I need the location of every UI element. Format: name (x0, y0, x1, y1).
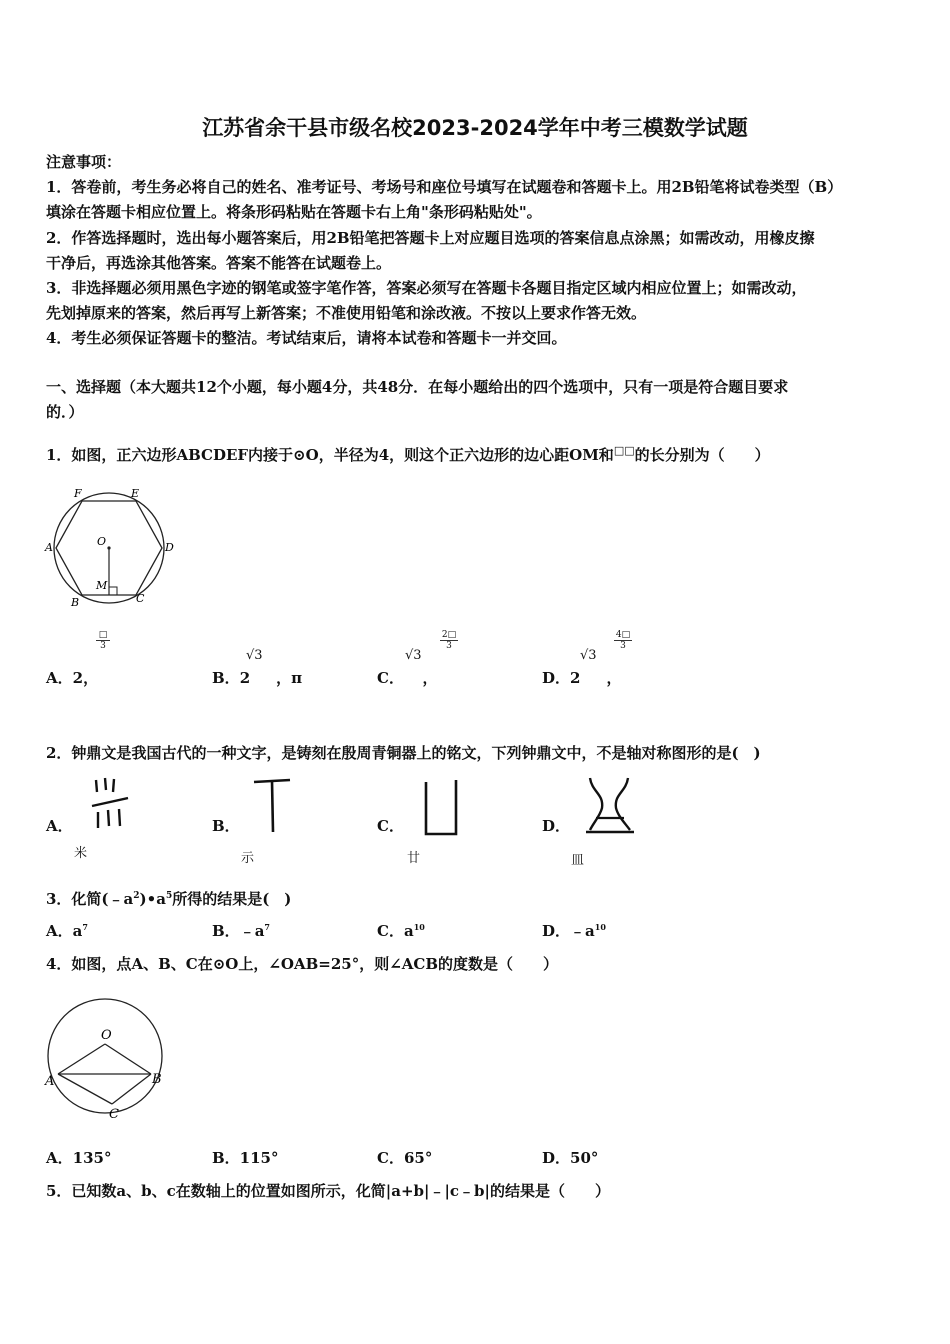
q3-stem-part: )•a (139, 890, 166, 908)
notice-line: 4．考生必须保证答题卡的整洁。考试结束后，请将本试卷和答题卡一并交回。 (46, 329, 567, 347)
notice-line: 1．答卷前，考生务必将自己的姓名、准考证号、考场号和座位号填写在试题卷和答题卡上。用2B铅笔将试卷类型（B） (46, 178, 843, 196)
q3-stem-part: 所得的结果是( ) (172, 890, 292, 908)
frac-bottom: 3 (100, 641, 106, 651)
q3-option-c[interactable] (377, 920, 425, 941)
segment-ac (58, 1074, 112, 1104)
q3-stem (46, 886, 291, 909)
frac-top: 4□ (615, 630, 631, 640)
q2-option-b[interactable]: B． (212, 817, 240, 835)
option-letter: C． (377, 922, 404, 940)
option-letter: D． (542, 922, 571, 940)
option-base: a (403, 922, 414, 940)
option-exponent: 10 (413, 922, 425, 932)
glyph-d-image (582, 774, 638, 836)
segment-oa (58, 1044, 105, 1074)
page-title: 江苏省余干县市级名校2023-2024学年中考三模数学试题 (202, 116, 748, 140)
notice-heading: 注意事项： (46, 153, 122, 171)
label-f: F (74, 487, 82, 500)
frac-top: 2□ (441, 630, 457, 640)
q4-option-c[interactable]: C．65° (377, 1149, 433, 1167)
q3-stem-part: 3．化简(﹣a (46, 890, 134, 908)
q1-b-sqrt: √3 (246, 648, 263, 663)
notice-line: 3．非选择题必须用黑色字迹的钢笔或签字笔作答，答案必须写在答题卡各题目指定区域内相应位置上；如需改动， (46, 279, 807, 297)
frac-bottom: 3 (620, 641, 626, 651)
option-exponent: 10 (594, 922, 606, 932)
option-tail: ，π (276, 669, 303, 687)
notice-line: 2．作答选择题时，选出每小题答案后，用2B铅笔把答题卡上对应题目选项的答案信息点涂黑；如需改动，用橡皮擦 (46, 229, 815, 247)
q1-stem-end: 的长分别为（ ） (634, 446, 770, 464)
label-b: B (152, 1072, 162, 1087)
option-exponent: 7 (82, 922, 88, 932)
option-text: 2 (239, 669, 251, 687)
q1-option-b[interactable] (212, 667, 302, 688)
q2-option-c[interactable]: C． (377, 817, 404, 835)
q1-option-d[interactable] (542, 667, 621, 688)
label-c: C (109, 1107, 119, 1122)
right-angle-mark (109, 587, 117, 595)
q1-option-a[interactable] (46, 667, 98, 688)
q1-stem-text: 1．如图，正六边形ABCDEF内接于⊙O，半径为4，则这个正六边形的边心距OM和 (46, 446, 614, 464)
option-base: ﹣a (570, 922, 595, 940)
q3-option-b[interactable] (212, 920, 270, 941)
glyph-b-caption: 示 (241, 851, 255, 866)
q3-option-a[interactable] (46, 920, 88, 941)
label-o: O (97, 535, 107, 548)
glyph-c-caption: 廿 (407, 851, 421, 866)
q4-option-a[interactable]: A．135° (46, 1149, 112, 1167)
option-letter: D． (542, 669, 571, 687)
glyph-a-image (88, 776, 132, 834)
option-text: 2， (72, 669, 99, 687)
q3-exponent: 2 (133, 891, 140, 901)
option-base: a (72, 922, 83, 940)
q2-option-a[interactable]: A． (46, 817, 73, 835)
q2-option-d[interactable]: D． (542, 817, 571, 835)
center-point (107, 546, 110, 549)
label-a: A (45, 1074, 55, 1089)
option-tail: ， (422, 669, 438, 687)
option-letter: A． (46, 669, 73, 687)
q5-stem: 5．已知数a、b、c在数轴上的位置如图所示，化简|a+b|﹣|c﹣b|的结果是（ ） (46, 1182, 611, 1200)
option-letter: B． (212, 922, 240, 940)
q1-d-fraction (614, 630, 632, 651)
notice-line: 干净后，再选涂其他答案。答案不能答在试题卷上。 (46, 254, 392, 272)
q1-c-fraction (440, 630, 458, 651)
label-d: D (165, 541, 174, 554)
q3-exponent: 5 (165, 891, 173, 901)
frac-bottom: 3 (446, 641, 452, 651)
glyph-a-caption: 米 (74, 846, 88, 861)
section-header-line2: 的．） (46, 403, 84, 421)
q4-circle-figure (42, 994, 172, 1124)
segment-ob (105, 1044, 151, 1074)
circle-o (48, 999, 162, 1113)
notice-line: 填涂在答题卡相应位置上。将条形码粘贴在答题卡右上角"条形码粘贴处"。 (46, 203, 542, 221)
q1-d-sqrt: √3 (580, 648, 597, 663)
option-letter: A． (46, 922, 73, 940)
section-header-line1: 一、选择题（本大题共12个小题，每小题4分，共48分．在每小题给出的四个选项中，只有一项是符合题目要求 (46, 378, 789, 396)
label-c: C (136, 592, 145, 605)
label-b: B (71, 596, 80, 609)
option-exponent: 7 (264, 922, 270, 932)
label-e: E (131, 487, 140, 500)
option-letter: B． (212, 669, 240, 687)
q1-hexagon-figure (40, 485, 180, 610)
label-o: O (101, 1028, 112, 1043)
glyph-c-image (420, 778, 464, 838)
q1-a-fraction (96, 630, 110, 651)
q1-stem (46, 441, 770, 465)
q1-option-c[interactable] (377, 667, 437, 688)
q3-option-d[interactable] (542, 920, 606, 941)
option-base: ﹣a (239, 922, 265, 940)
option-tail: ， (606, 669, 622, 687)
glyph-d-caption: 皿 (571, 853, 585, 868)
q4-stem: 4．如图，点A、B、C在⊙O上，∠OAB=25°，则∠ACB的度数是（ ） (46, 955, 559, 973)
glyph-b-image (250, 776, 294, 836)
q1-c-sqrt: √3 (405, 648, 422, 663)
q2-stem: 2．钟鼎文是我国古代的一种文字，是铸刻在殷周青铜器上的铭文，下列钟鼎文中，不是轴对称图形的是( ) (46, 744, 761, 762)
q4-option-d[interactable]: D．50° (542, 1149, 599, 1167)
notice-line: 先划掉原来的答案，然后再写上新答案；不准使用铅笔和涂改液。不按以上要求作答无效。 (46, 304, 647, 322)
option-letter: C． (377, 669, 397, 687)
q4-option-b[interactable]: B．115° (212, 1149, 279, 1167)
frac-top: □ (96, 630, 110, 641)
q1-stem-box: □□ (613, 444, 635, 457)
label-m: M (96, 579, 108, 592)
segment-bc (112, 1074, 151, 1104)
label-a: A (45, 541, 53, 554)
option-text: 2 (570, 669, 581, 687)
